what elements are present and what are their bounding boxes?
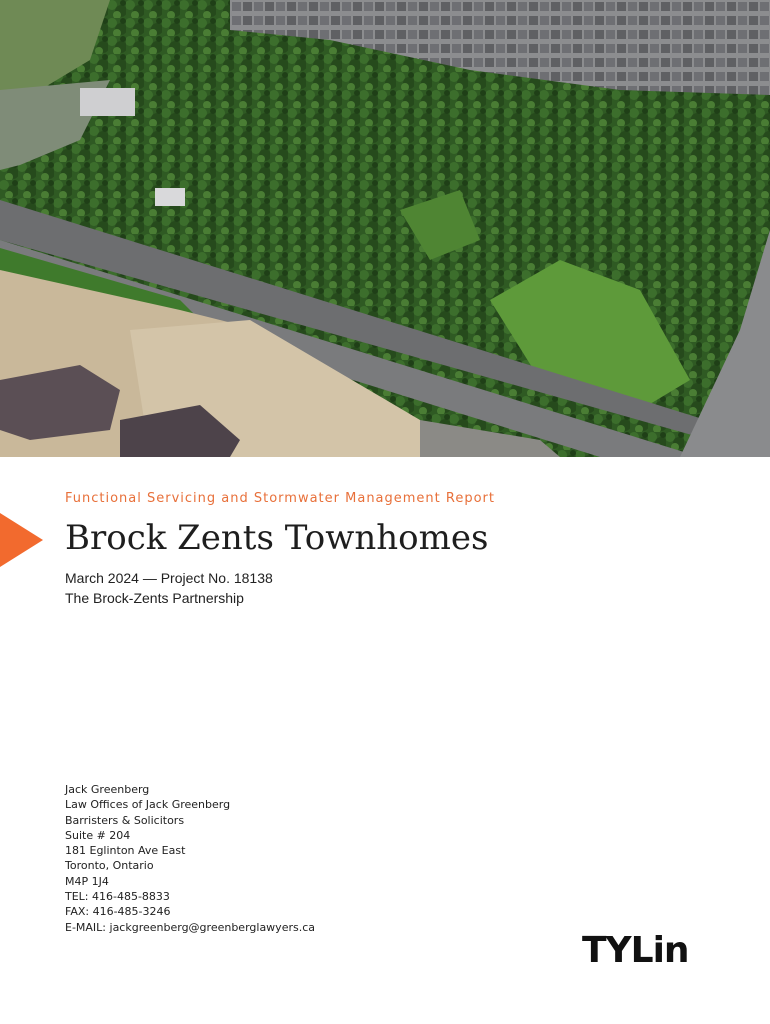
tylin-logo: TYLin	[582, 930, 689, 971]
recipient-tel: TEL: 416-485-8833	[65, 890, 170, 904]
recipient-firm: Law Offices of Jack Greenberg	[65, 798, 231, 812]
aerial-cover-photo	[0, 0, 770, 457]
recipient-name: Jack Greenberg	[65, 783, 150, 796]
recipient-address-block	[65, 782, 315, 935]
recipient-practice: Barristers & Solicitors	[65, 813, 185, 827]
report-title: Brock Zents Townhomes	[65, 518, 489, 558]
recipient-city: Toronto, Ontario	[65, 859, 154, 873]
recipient-street: 181 Eglinton Ave East	[65, 844, 186, 858]
recipient-email: E-MAIL: jackgreenberg@greenberglawyers.ca	[65, 920, 315, 934]
recipient-suite: Suite # 204	[65, 828, 131, 842]
orange-triangle-marker-icon	[0, 513, 43, 567]
report-subtitle: Functional Servicing and Stormwater Management Report	[65, 491, 495, 506]
date-project-line: March 2024 — Project No. 18138	[65, 570, 273, 586]
client-line: The Brock-Zents Partnership	[65, 590, 244, 606]
recipient-fax: FAX: 416-485-3246	[65, 905, 171, 919]
recipient-postal: M4P 1J4	[65, 874, 109, 888]
